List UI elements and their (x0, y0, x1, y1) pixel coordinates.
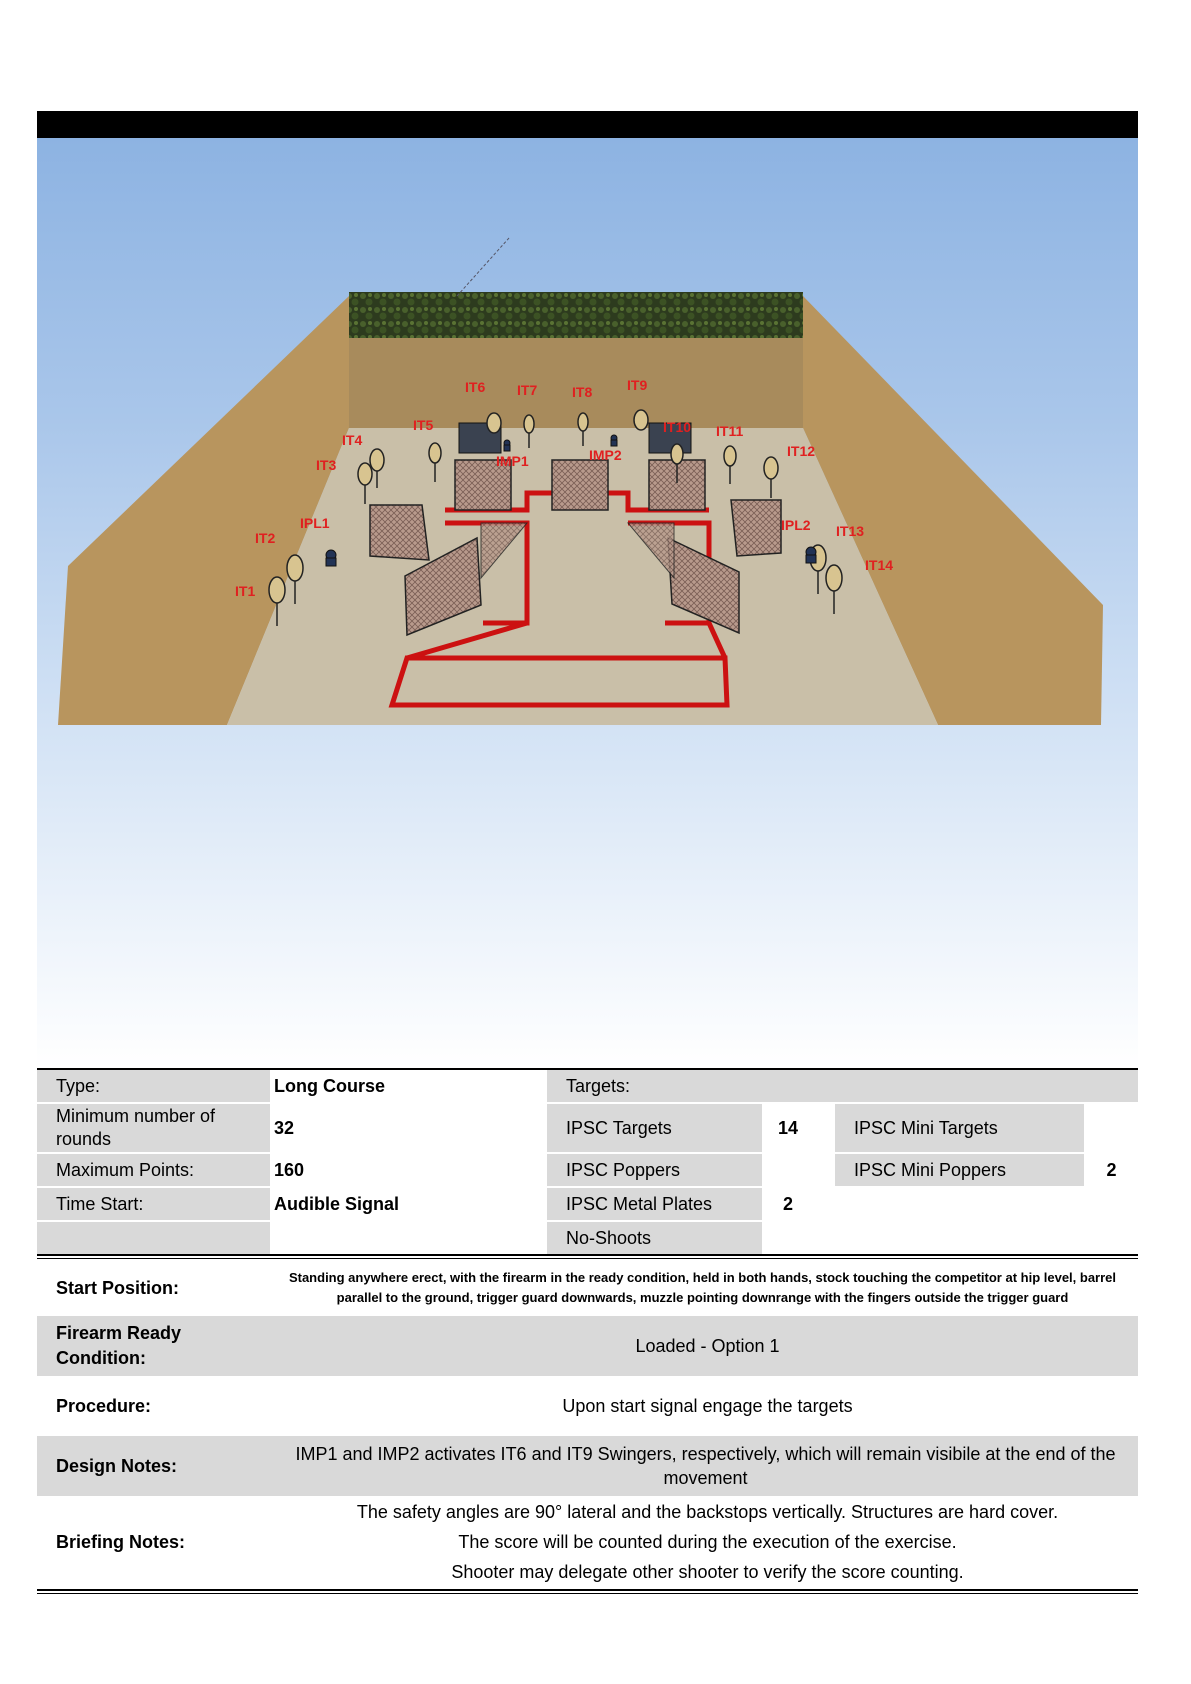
label-IT3: IT3 (316, 457, 337, 473)
metal-count: 2 (782, 1194, 793, 1214)
wall (370, 505, 429, 560)
design-notes-section (37, 1436, 1138, 1496)
hedge (349, 292, 803, 340)
max-points-label: Maximum Points: (37, 1154, 270, 1186)
procedure-value: Upon start signal engage the targets (562, 1396, 853, 1416)
label-IPL1: IPL1 (300, 515, 330, 531)
label-IMP2: IMP2 (589, 447, 622, 463)
sight-line (457, 238, 509, 296)
label-IT6: IT6 (465, 379, 486, 395)
stage-title-bar (37, 111, 1138, 138)
label-IT7: IT7 (517, 382, 538, 398)
mini-targets-label: IPSC Mini Targets (835, 1104, 1084, 1152)
label-IT1: IT1 (235, 583, 256, 599)
ready-condition-value: Loaded - Option 1 (635, 1336, 780, 1356)
min-rounds-value: 32 (274, 1118, 295, 1138)
type-label: Type: (37, 1070, 270, 1102)
mini-poppers-label: IPSC Mini Poppers (835, 1154, 1084, 1186)
empty-label (37, 1222, 270, 1254)
label-IT13: IT13 (836, 523, 865, 539)
type-value: Long Course (274, 1076, 385, 1096)
label-IT2: IT2 (255, 530, 276, 546)
mini-poppers-count: 2 (1106, 1160, 1117, 1180)
procedure-section (37, 1376, 1138, 1436)
label-IT14: IT14 (865, 557, 894, 573)
label-IT11: IT11 (716, 423, 744, 439)
procedure-label: Procedure: (56, 1395, 152, 1416)
briefing-line: The safety angles are 90° lateral and the backstops vertically. Structures are hard cover. (356, 1502, 1059, 1522)
label-IT8: IT8 (572, 384, 593, 400)
time-start-label: Time Start: (37, 1188, 270, 1220)
bottom-rule (37, 1589, 1138, 1591)
briefing-line: The score will be counted during the execution of the exercise. (458, 1532, 957, 1552)
label-IT10: IT10 (663, 419, 692, 435)
briefing-notes-label: Briefing Notes: (56, 1531, 186, 1552)
label-IPL2: IPL2 (781, 517, 811, 533)
ipsc-metal-plates-label: IPSC Metal Plates (547, 1188, 762, 1220)
stage-diagram (37, 138, 1138, 738)
briefing-notes-value (277, 1496, 1138, 1588)
ipsc-targets-label: IPSC Targets (547, 1104, 762, 1152)
briefing-line: Shooter may delegate other shooter to verify the score counting. (451, 1562, 964, 1582)
start-position-label: Start Position: (56, 1277, 180, 1298)
label-IT4: IT4 (342, 432, 363, 448)
targets-label: Targets: (547, 1070, 1138, 1102)
design-notes-label: Design Notes: (56, 1455, 178, 1476)
wall (552, 460, 608, 510)
min-rounds-label: Minimum number of rounds (37, 1104, 270, 1152)
start-position-value: Standing anywhere erect, with the firearm in the ready condition, held in both hands, stock touching the competitor at hip level, barrel parallel to the ground, trigger guard downwards, muzzle pointing downrange with the fingers outside the trigger guard (288, 1270, 1117, 1305)
ready-condition-section (37, 1316, 1138, 1376)
briefing-notes-section (37, 1496, 1138, 1588)
label-IMP1: IMP1 (496, 453, 529, 469)
label-IT12: IT12 (787, 443, 816, 459)
ready-condition-label: Firearm Ready Condition: (56, 1323, 182, 1368)
ipsc-targets-count: 14 (777, 1118, 799, 1138)
start-position-section (37, 1260, 1138, 1316)
max-points-value: 160 (274, 1160, 305, 1180)
label-IT9: IT9 (627, 377, 648, 393)
time-start-value: Audible Signal (274, 1194, 400, 1214)
ipsc-poppers-label: IPSC Poppers (547, 1154, 762, 1186)
back-berm (349, 338, 803, 428)
wall (731, 500, 781, 556)
no-shoots-label: No-Shoots (547, 1222, 762, 1254)
bottom-rule-thin (37, 1593, 1138, 1594)
design-notes-value: IMP1 and IMP2 activates IT6 and IT9 Swingers, respectively, which will remain visibile at the end of the movement (295, 1444, 1116, 1488)
label-IT5: IT5 (413, 417, 434, 433)
